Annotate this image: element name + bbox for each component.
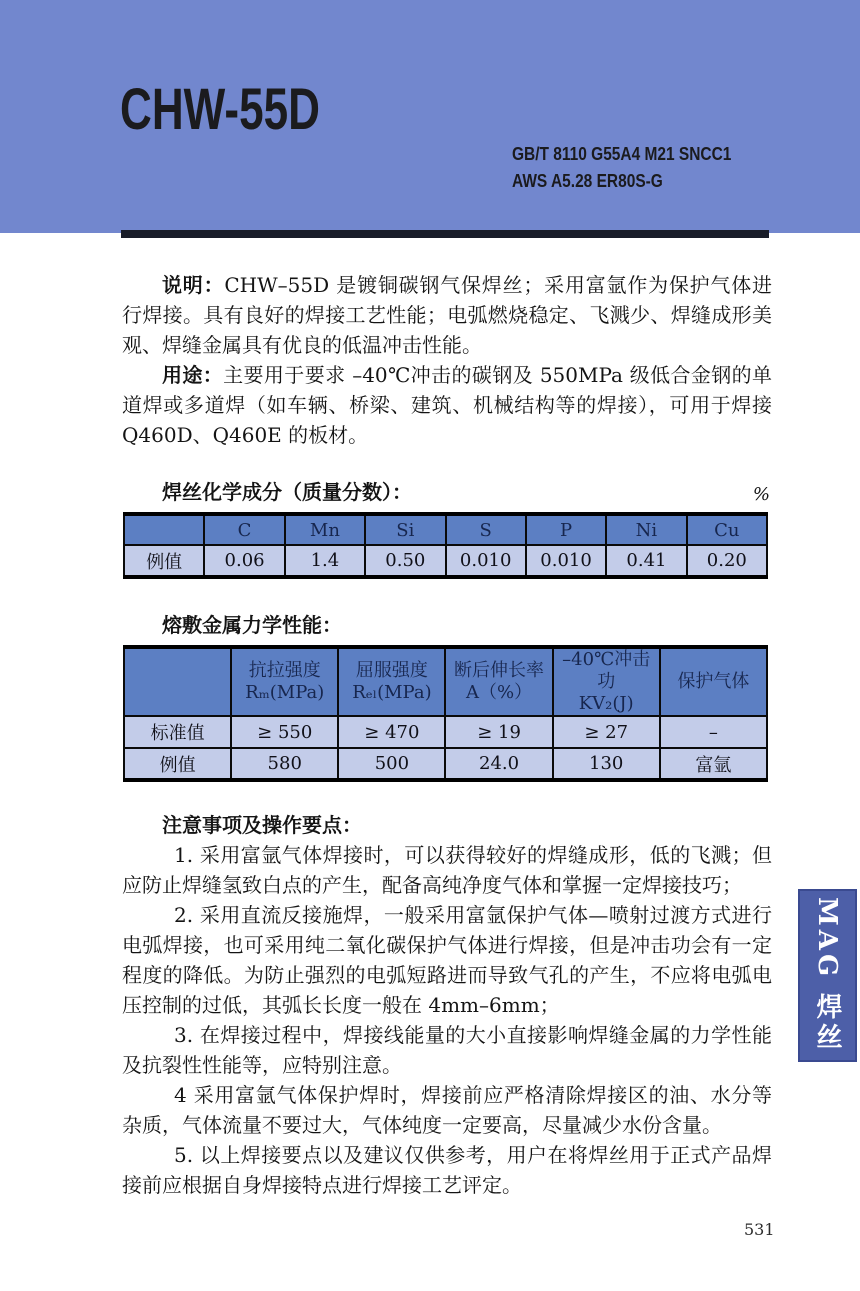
mechanical-properties-table [123,645,768,782]
chemical-table-title: 焊丝化学成分（质量分数）： [162,480,412,504]
product-title: CHW-55D [120,77,320,142]
header-cell [124,514,204,545]
chemical-table-unit: % [752,484,770,505]
standard-aws: AWS A5.28 ER80S-G [512,171,663,191]
sidebar-tab-label: MAG 焊丝 [812,897,842,1054]
table-row [124,716,767,748]
note-item-5: 5. 以上焊接要点以及建议仅供参考，用户在将焊丝用于正式产品焊接前应根据自身焊接特点进行焊接工艺评定。 [122,1143,772,1197]
standard-gbt: GB/T 8110 G55A4 M21 SNCC1 [512,144,732,164]
value-cell: 富氩 [660,748,767,780]
notes-title: 注意事项及操作要点： [162,813,362,837]
header-cell: Mn [285,514,365,545]
table-header-row [124,647,767,716]
standards-block [512,141,731,195]
header-cell [124,647,231,716]
row-label-cell: 例值 [124,545,204,577]
content-area [0,233,860,1200]
chemical-section-head [122,476,772,505]
header-cell: Cu [687,514,767,545]
value-cell: 580 [231,748,338,780]
header-banner [0,0,860,233]
note-item-4: 4 采用富氩气体保护焊时，焊接前应严格清除焊接区的油、水分等杂质，气体流量不要过大，气体纯度一定要高，尽量减少水份含量。 [122,1083,772,1137]
table-row [124,748,767,780]
usage-label: 用途： [162,363,224,387]
value-cell: 0.41 [606,545,686,577]
header-cell: C [204,514,284,545]
note-item-3: 3. 在焊接过程中，焊接线能量的大小直接影响焊缝金属的力学性能及抗裂性性能等，应特别注意。 [122,1023,772,1077]
value-cell: 130 [553,748,660,780]
page-number: 531 [744,1220,775,1239]
value-cell: 500 [338,748,445,780]
value-cell: ≥ 550 [231,716,338,748]
value-cell: ≥ 27 [553,716,660,748]
value-cell: 0.010 [446,545,526,577]
header-cell: –40℃冲击功 KV₂(J) [553,647,660,716]
mechanical-section-head [122,609,772,638]
header-cell: 抗拉强度 Rₘ(MPa) [231,647,338,716]
value-cell: 1.4 [285,545,365,577]
table-header-row [124,514,767,545]
value-cell: ≥ 470 [338,716,445,748]
header-cell: Ni [606,514,686,545]
table-row [124,545,767,577]
row-label-cell: 例值 [124,748,231,780]
sidebar-tab-mag-wire [798,889,857,1062]
description-label: 说明： [162,273,225,297]
value-cell: 0.50 [365,545,445,577]
row-label-cell: 标准值 [124,716,231,748]
header-cell: S [446,514,526,545]
mechanical-table-title: 熔敷金属力学性能： [162,613,342,637]
value-cell: 24.0 [445,748,552,780]
note-item-2: 2. 采用直流反接施焊，一般采用富氩保护气体—喷射过渡方式进行电弧焊接，也可采用纯二氧化碳保护气体进行焊接，但是冲击功会有一定程度的降低。为防止强烈的电弧短路进而导致气孔的产生，不应将电弧电压控制的过低，其弧长长度一般在 4mm–6mm； [122,903,772,1017]
header-cell: 屈服强度 Rₑₗ(MPa) [338,647,445,716]
usage-text: 主要用于要求 –40℃冲击的碳钢及 550MPa 级低合金钢的单道焊或多道焊（如车辆、桥梁、建筑、机械结构等的焊接），可用于焊接 Q460D、Q460E 的板材。 [122,363,773,447]
value-cell: – [660,716,767,748]
header-cell: 断后伸长率 A（%） [445,647,552,716]
header-cell: 保护气体 [660,647,767,716]
chemical-composition-table [123,512,768,579]
description-text: CHW–55D 是镀铜碳钢气保焊丝；采用富氩作为保护气体进行焊接。具有良好的焊接工艺性能；电弧燃烧稳定、飞溅少、焊缝成形美观、焊缝金属具有优良的低温冲击性能。 [122,273,772,357]
value-cell: ≥ 19 [445,716,552,748]
header-cell: Si [365,514,445,545]
value-cell: 0.010 [526,545,606,577]
header-cell: P [526,514,606,545]
value-cell: 0.06 [204,545,284,577]
note-item-1: 1. 采用富氩气体焊接时，可以获得较好的焊缝成形，低的飞溅；但应防止焊缝氢致白点的产生，配备高纯净度气体和掌握一定焊接技巧； [122,843,772,897]
usage-paragraph [122,360,772,450]
description-paragraph [122,270,772,360]
value-cell: 0.20 [687,545,767,577]
